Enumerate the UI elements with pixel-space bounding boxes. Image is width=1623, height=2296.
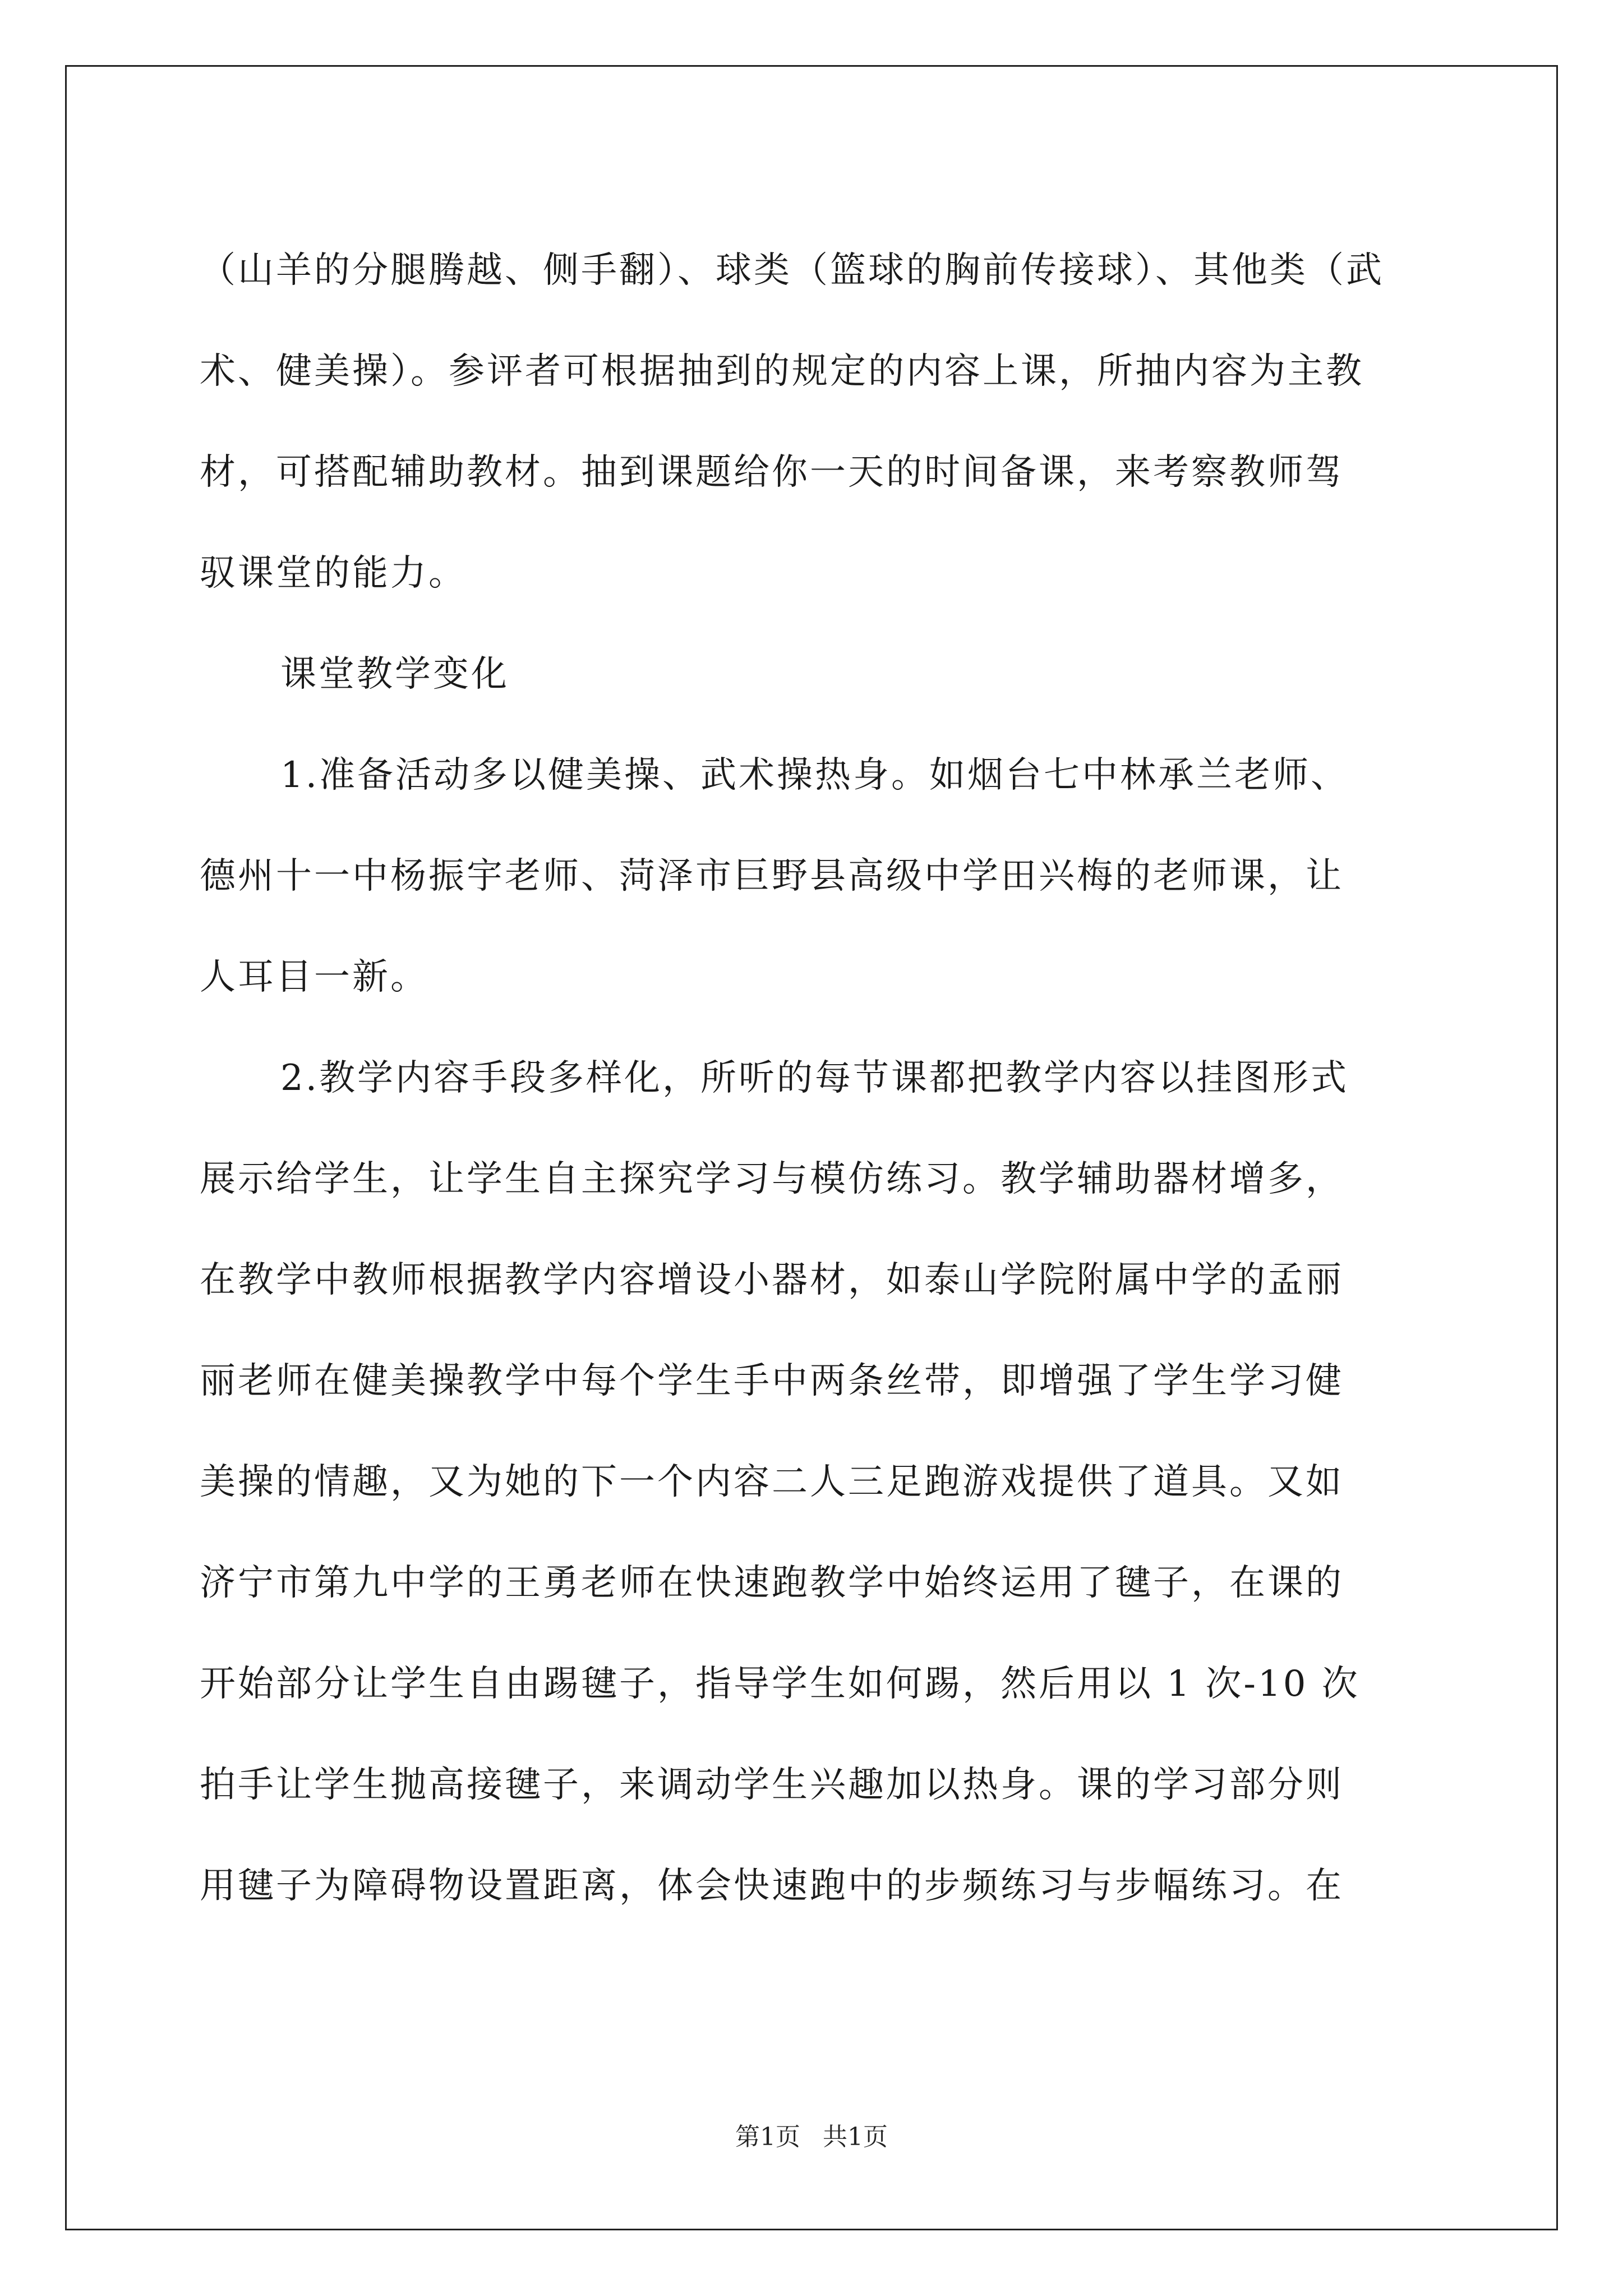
text-line: 术、健美操）。参评者可根据抽到的规定的内容上课，所抽内容为主教: [200, 351, 1364, 392]
text-line: 丽老师在健美操教学中每个学生手中两条丝带，即增强了学生学习健: [200, 1360, 1344, 1402]
text-line: 美操的情趣，又为她的下一个内容二人三足跑游戏提供了道具。又如: [200, 1461, 1344, 1503]
page-total: 共1页: [823, 2123, 888, 2151]
text-line: 2.教学内容手段多样化，所听的每节课都把教学内容以挂图形式: [280, 1057, 1349, 1099]
page-number: 第1页: [735, 2123, 800, 2151]
text-line: 在教学中教师根据教学内容增设小器材，如泰山学院附属中学的孟丽: [200, 1259, 1344, 1301]
text-line: 展示给学生，让学生自主探究学习与模仿练习。教学辅助器材增多，: [200, 1158, 1344, 1200]
text-line: 用毽子为障碍物设置距离，体会快速跑中的步频练习与步幅练习。在: [200, 1865, 1344, 1907]
text-line: 拍手让学生抛高接毽子，来调动学生兴趣加以热身。课的学习部分则: [200, 1764, 1344, 1806]
text-line: 人耳目一新。: [200, 956, 428, 998]
text-line: （山羊的分腿腾越、侧手翻）、球类（篮球的胸前传接球）、其他类（武: [200, 250, 1384, 291]
text-line: 材，可搭配辅助教材。抽到课题给你一天的时间备课，来考察教师驾: [200, 452, 1344, 493]
page-footer: [0, 2120, 1623, 2154]
text-line: 1.准备活动多以健美操、武术操热身。如烟台七中林承兰老师、: [280, 754, 1349, 796]
text-line: 济宁市第九中学的王勇老师在快速跑教学中始终运用了毽子，在课的: [200, 1562, 1344, 1604]
document-body: [200, 220, 1424, 1936]
text-line: 德州十一中杨振宇老师、菏泽市巨野县高级中学田兴梅的老师课，让: [200, 855, 1344, 897]
section-heading: 课堂教学变化: [280, 654, 509, 695]
text-line: 开始部分让学生自由踢毽子，指导学生如何踢，然后用以 1 次-10 次: [200, 1663, 1360, 1705]
text-line: 驭课堂的能力。: [200, 553, 467, 594]
